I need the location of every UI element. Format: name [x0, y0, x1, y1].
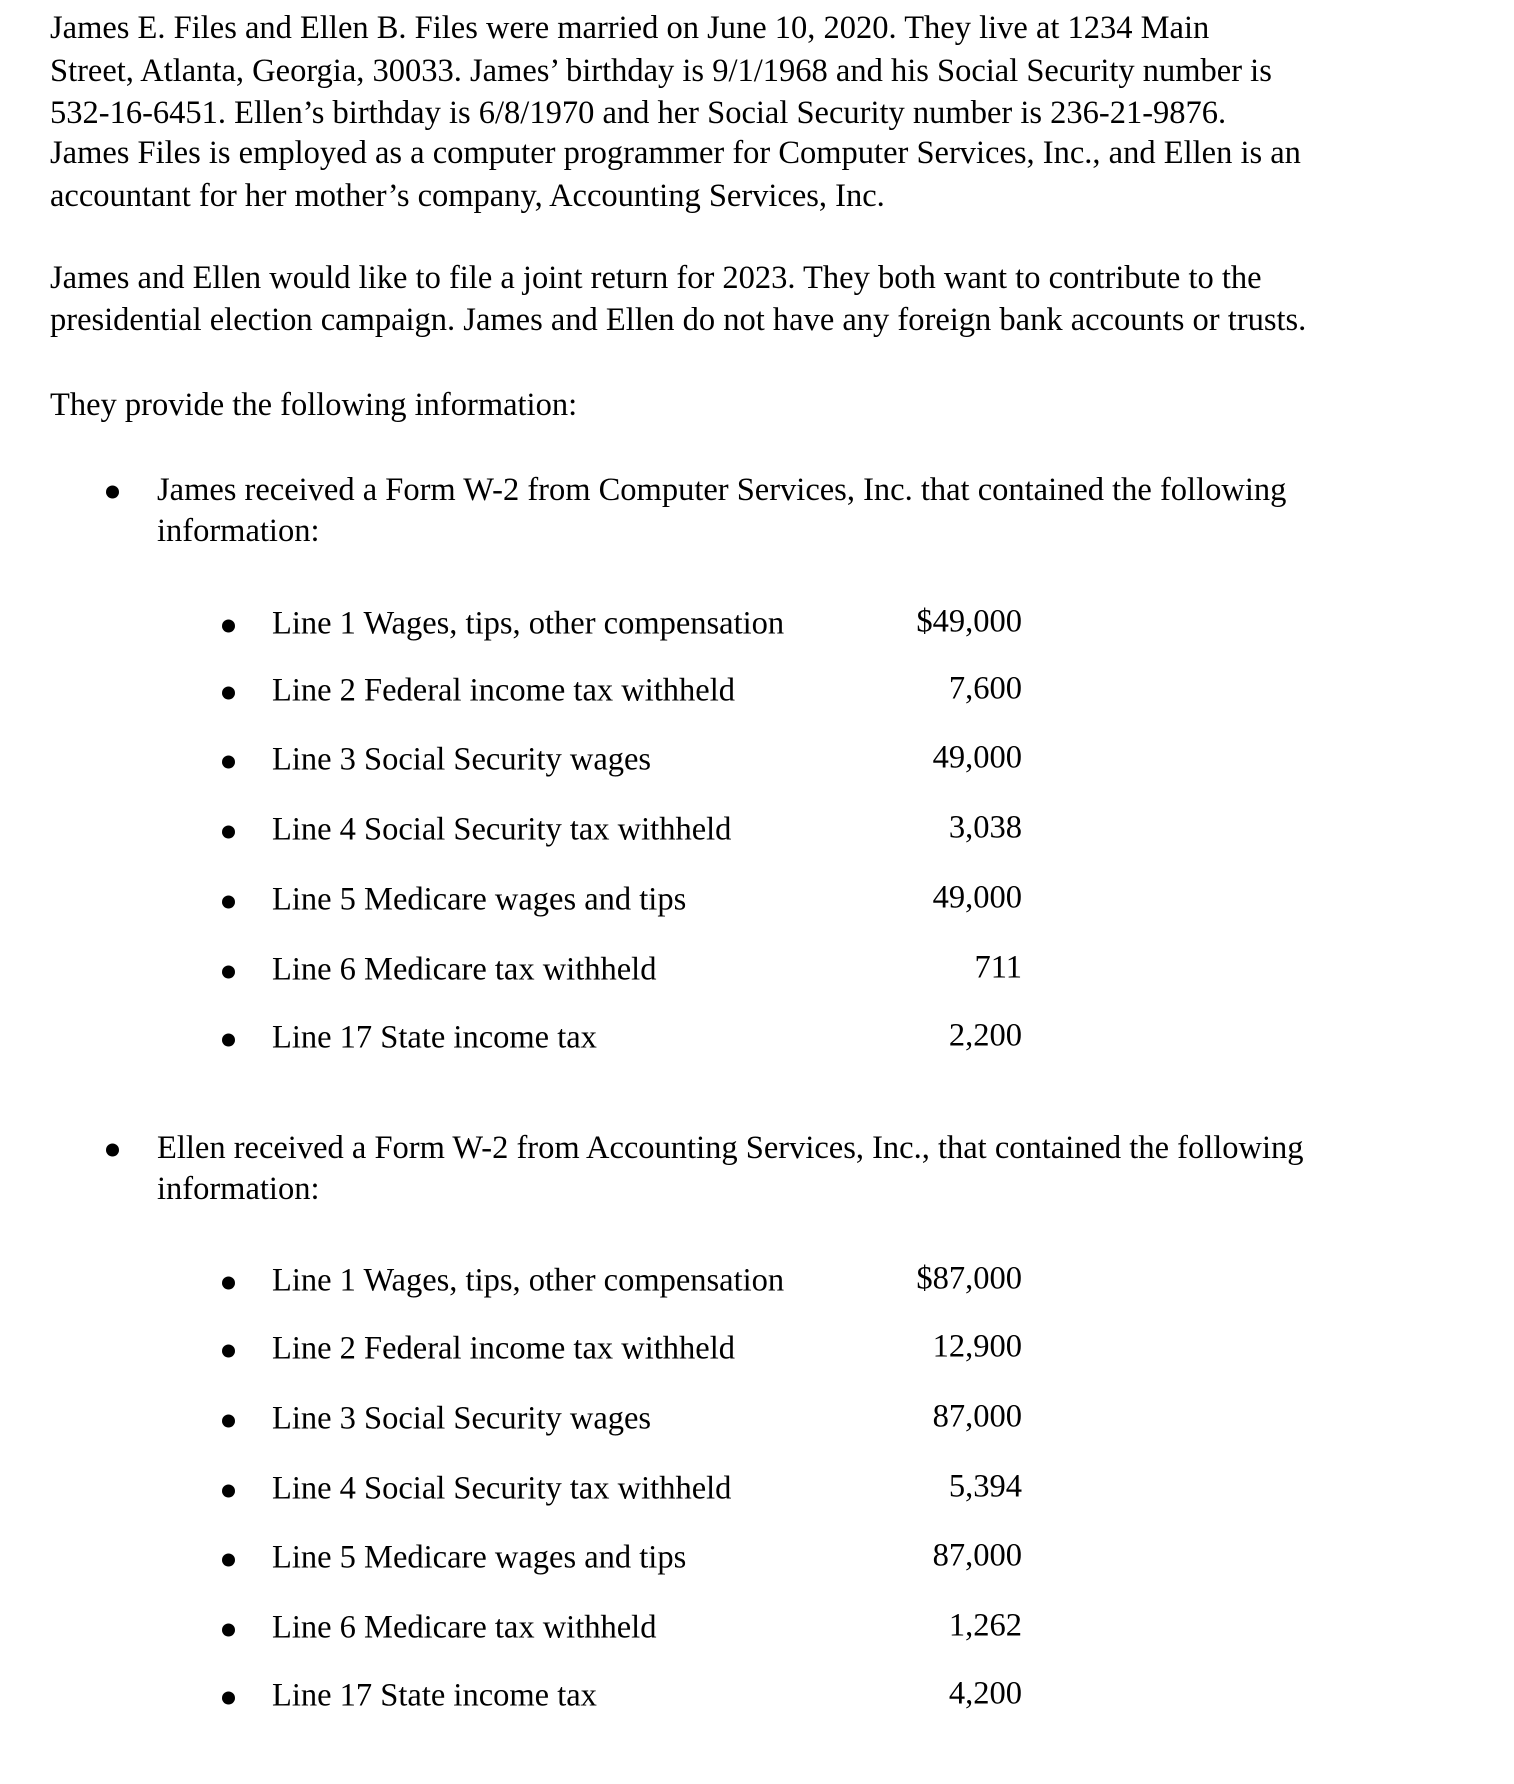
bullet-icon — [222, 687, 235, 700]
text-line: information: — [157, 1171, 320, 1207]
line-label: Line 1 Wages, tips, other compensation — [272, 605, 785, 642]
line-label: Line 4 Social Security tax withheld — [272, 811, 732, 848]
bullet-icon — [222, 826, 235, 839]
text-line: 532-16-6451. Ellen’s birthday is 6/8/1970 and her Social Security number is 236-21-9876. — [50, 95, 1227, 131]
bullet-icon — [222, 1345, 235, 1358]
line-value: 49,000 — [932, 879, 1022, 916]
line-label: Line 3 Social Security wages — [272, 741, 652, 778]
line-value: 12,900 — [932, 1328, 1022, 1365]
text-line: accountant for her mother’s company, Accounting Services, Inc. — [50, 178, 885, 214]
line-label: Line 5 Medicare wages and tips — [272, 1539, 687, 1576]
line-label: Line 6 Medicare tax withheld — [272, 1609, 657, 1646]
bullet-icon — [222, 1415, 235, 1428]
line-label: Line 17 State income tax — [272, 1677, 597, 1714]
line-label: Line 1 Wages, tips, other compensation — [272, 1262, 785, 1299]
bullet-icon — [222, 756, 235, 769]
line-label: Line 17 State income tax — [272, 1019, 597, 1056]
text-line: James and Ellen would like to file a joint return for 2023. They both want to contribute to the — [50, 260, 1262, 296]
bullet-icon — [222, 1554, 235, 1567]
text-line: James received a Form W-2 from Computer Services, Inc. that contained the following — [157, 472, 1287, 508]
bullet-icon — [222, 1277, 235, 1290]
line-value: 49,000 — [932, 739, 1022, 776]
text-line: Ellen received a Form W-2 from Accounting Services, Inc., that contained the following — [157, 1130, 1304, 1166]
line-label: Line 3 Social Security wages — [272, 1400, 652, 1437]
bullet-icon — [222, 1034, 235, 1047]
line-label: Line 2 Federal income tax withheld — [272, 1330, 735, 1367]
bullet-icon — [222, 1485, 235, 1498]
text-line: presidential election campaign. James and Ellen do not have any foreign bank accounts or trusts. — [50, 302, 1307, 338]
line-value: 2,200 — [948, 1017, 1022, 1054]
bullet-icon — [106, 486, 119, 499]
text-line: Street, Atlanta, Georgia, 30033. James’ birthday is 9/1/1968 and his Social Security number is — [50, 53, 1272, 89]
line-value: $87,000 — [916, 1260, 1022, 1297]
line-value: 87,000 — [932, 1537, 1022, 1574]
line-value: 711 — [974, 949, 1022, 986]
text-line: information: — [157, 513, 320, 549]
bullet-icon — [222, 620, 235, 633]
line-value: 87,000 — [932, 1398, 1022, 1435]
line-label: Line 5 Medicare wages and tips — [272, 881, 687, 918]
provide-heading: They provide the following information: — [50, 387, 578, 423]
line-value: 3,038 — [948, 809, 1022, 846]
text-line: James Files is employed as a computer programmer for Computer Services, Inc., and Ellen is an — [50, 135, 1301, 171]
line-value: 5,394 — [948, 1468, 1022, 1505]
bullet-icon — [222, 966, 235, 979]
line-value: 4,200 — [948, 1675, 1022, 1712]
bullet-icon — [222, 896, 235, 909]
bullet-icon — [222, 1624, 235, 1637]
line-label: Line 6 Medicare tax withheld — [272, 951, 657, 988]
bullet-icon — [106, 1144, 119, 1157]
line-value: $49,000 — [916, 603, 1022, 640]
line-label: Line 2 Federal income tax withheld — [272, 672, 735, 709]
line-value: 1,262 — [948, 1607, 1022, 1644]
bullet-icon — [222, 1692, 235, 1705]
text-line: James E. Files and Ellen B. Files were married on June 10, 2020. They live at 1234 Main — [50, 10, 1210, 46]
line-label: Line 4 Social Security tax withheld — [272, 1470, 732, 1507]
line-value: 7,600 — [948, 670, 1022, 707]
